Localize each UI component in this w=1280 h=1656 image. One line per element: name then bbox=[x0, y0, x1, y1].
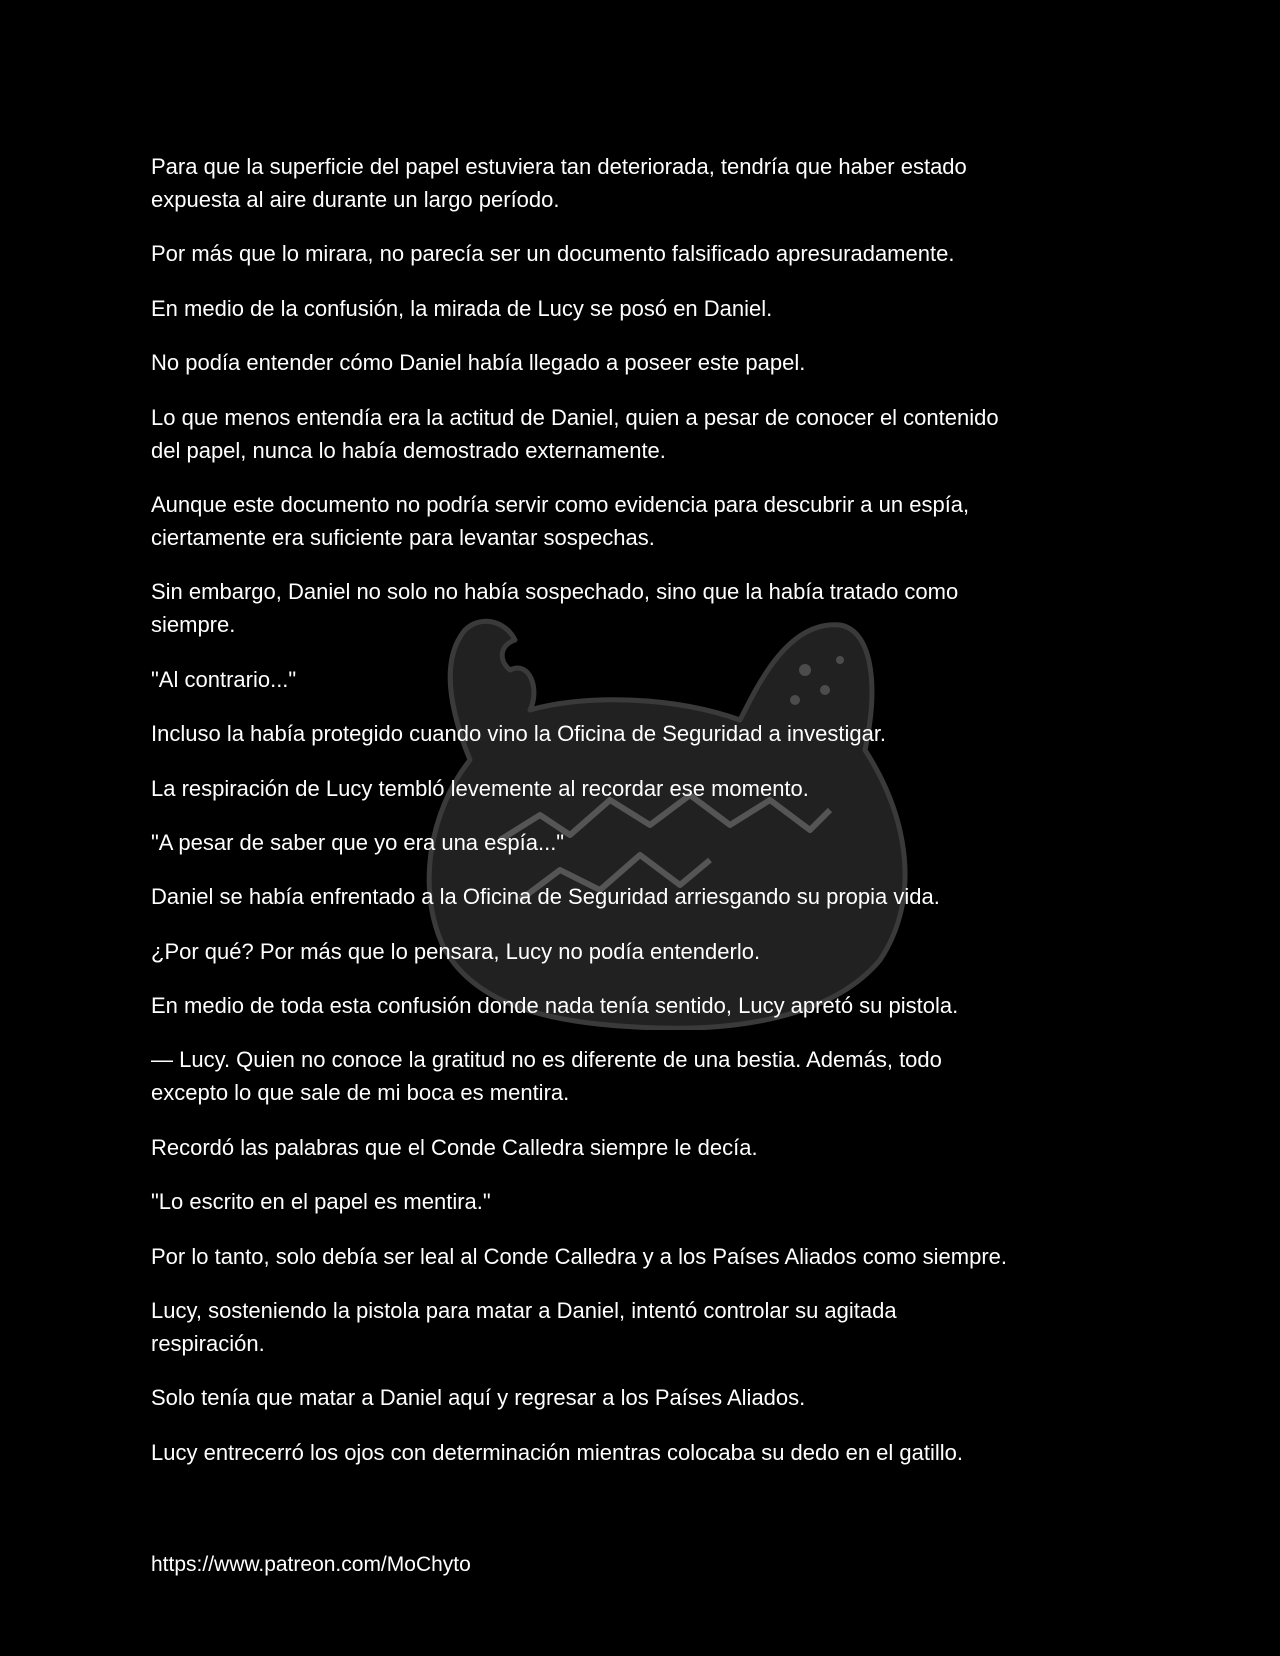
paragraph bbox=[151, 346, 1161, 379]
text-line: En medio de toda esta confusión donde nada tenía sentido, Lucy apretó su pistola. bbox=[151, 993, 959, 1019]
paragraph bbox=[151, 880, 1161, 913]
text-line: del papel, nunca lo había demostrado externamente. bbox=[151, 437, 666, 463]
text-line: ¿Por qué? Por más que lo pensara, Lucy no podía entenderlo. bbox=[151, 938, 761, 964]
story-text bbox=[151, 150, 1161, 1490]
text-line: En medio de la confusión, la mirada de Lucy se posó en Daniel. bbox=[151, 295, 773, 321]
paragraph bbox=[151, 663, 1161, 696]
paragraph bbox=[151, 1294, 1161, 1360]
patreon-link[interactable]: https://www.patreon.com/MoChyto bbox=[151, 1553, 471, 1576]
text-line: "Lo escrito en el papel es mentira." bbox=[151, 1189, 491, 1215]
text-line: Lo que menos entendía era la actitud de Daniel, quien a pesar de conocer el contenido bbox=[151, 404, 999, 430]
paragraph bbox=[151, 401, 1161, 467]
text-line: siempre. bbox=[151, 612, 236, 638]
text-line: No podía entender cómo Daniel había llegado a poseer este papel. bbox=[151, 350, 806, 376]
text-line: expuesta al aire durante un largo período. bbox=[151, 187, 560, 212]
text-line: Por lo tanto, solo debía ser leal al Conde Calledra y a los Países Aliados como siempre. bbox=[151, 1243, 1008, 1269]
paragraph bbox=[151, 826, 1161, 859]
paragraph bbox=[151, 237, 1161, 270]
text-line: Lucy, sosteniendo la pistola para matar a Daniel, intentó controlar su agitada bbox=[151, 1298, 897, 1324]
paragraph bbox=[151, 1381, 1161, 1414]
paragraph bbox=[151, 1043, 1161, 1109]
paragraph bbox=[151, 575, 1161, 641]
text-line: Lucy entrecerró los ojos con determinación mientras colocaba su dedo en el gatillo. bbox=[151, 1439, 964, 1465]
paragraph bbox=[151, 488, 1161, 554]
paragraph bbox=[151, 292, 1161, 325]
text-line: Incluso la había protegido cuando vino la Oficina de Seguridad a investigar. bbox=[151, 721, 887, 747]
paragraph bbox=[151, 935, 1161, 968]
text-line: La respiración de Lucy tembló levemente al recordar ese momento. bbox=[151, 775, 809, 801]
paragraph bbox=[151, 717, 1161, 750]
paragraph bbox=[151, 989, 1161, 1022]
text-line: respiración. bbox=[151, 1331, 265, 1357]
text-line: Aunque este documento no podría servir como evidencia para descubrir a un espía, bbox=[151, 491, 970, 517]
text-line: ciertamente era suficiente para levantar sospechas. bbox=[151, 524, 655, 550]
text-line: — Lucy. Quien no conoce la gratitud no es diferente de una bestia. Además, todo bbox=[151, 1047, 942, 1073]
paragraph bbox=[151, 150, 1161, 216]
text-line: Daniel se había enfrentado a la Oficina de Seguridad arriesgando su propia vida. bbox=[151, 884, 940, 910]
text-line: Sin embargo, Daniel no solo no había sospechado, sino que la había tratado como bbox=[151, 579, 959, 605]
text-line: "Al contrario..." bbox=[151, 666, 297, 692]
paragraph bbox=[151, 1131, 1161, 1164]
text-line: Recordó las palabras que el Conde Calledra siempre le decía. bbox=[151, 1134, 758, 1160]
text-line: "A pesar de saber que yo era una espía..." bbox=[151, 829, 565, 855]
text-line: Para que la superficie del papel estuviera tan deteriorada, tendría que haber estado bbox=[151, 154, 967, 179]
paragraph bbox=[151, 1240, 1161, 1273]
paragraph bbox=[151, 1436, 1161, 1469]
paragraph bbox=[151, 1185, 1161, 1218]
paragraph bbox=[151, 772, 1161, 805]
text-line: excepto lo que sale de mi boca es mentira. bbox=[151, 1080, 570, 1106]
text-line: Por más que lo mirara, no parecía ser un documento falsificado apresuradamente. bbox=[151, 241, 955, 267]
text-line: Solo tenía que matar a Daniel aquí y regresar a los Países Aliados. bbox=[151, 1385, 806, 1411]
